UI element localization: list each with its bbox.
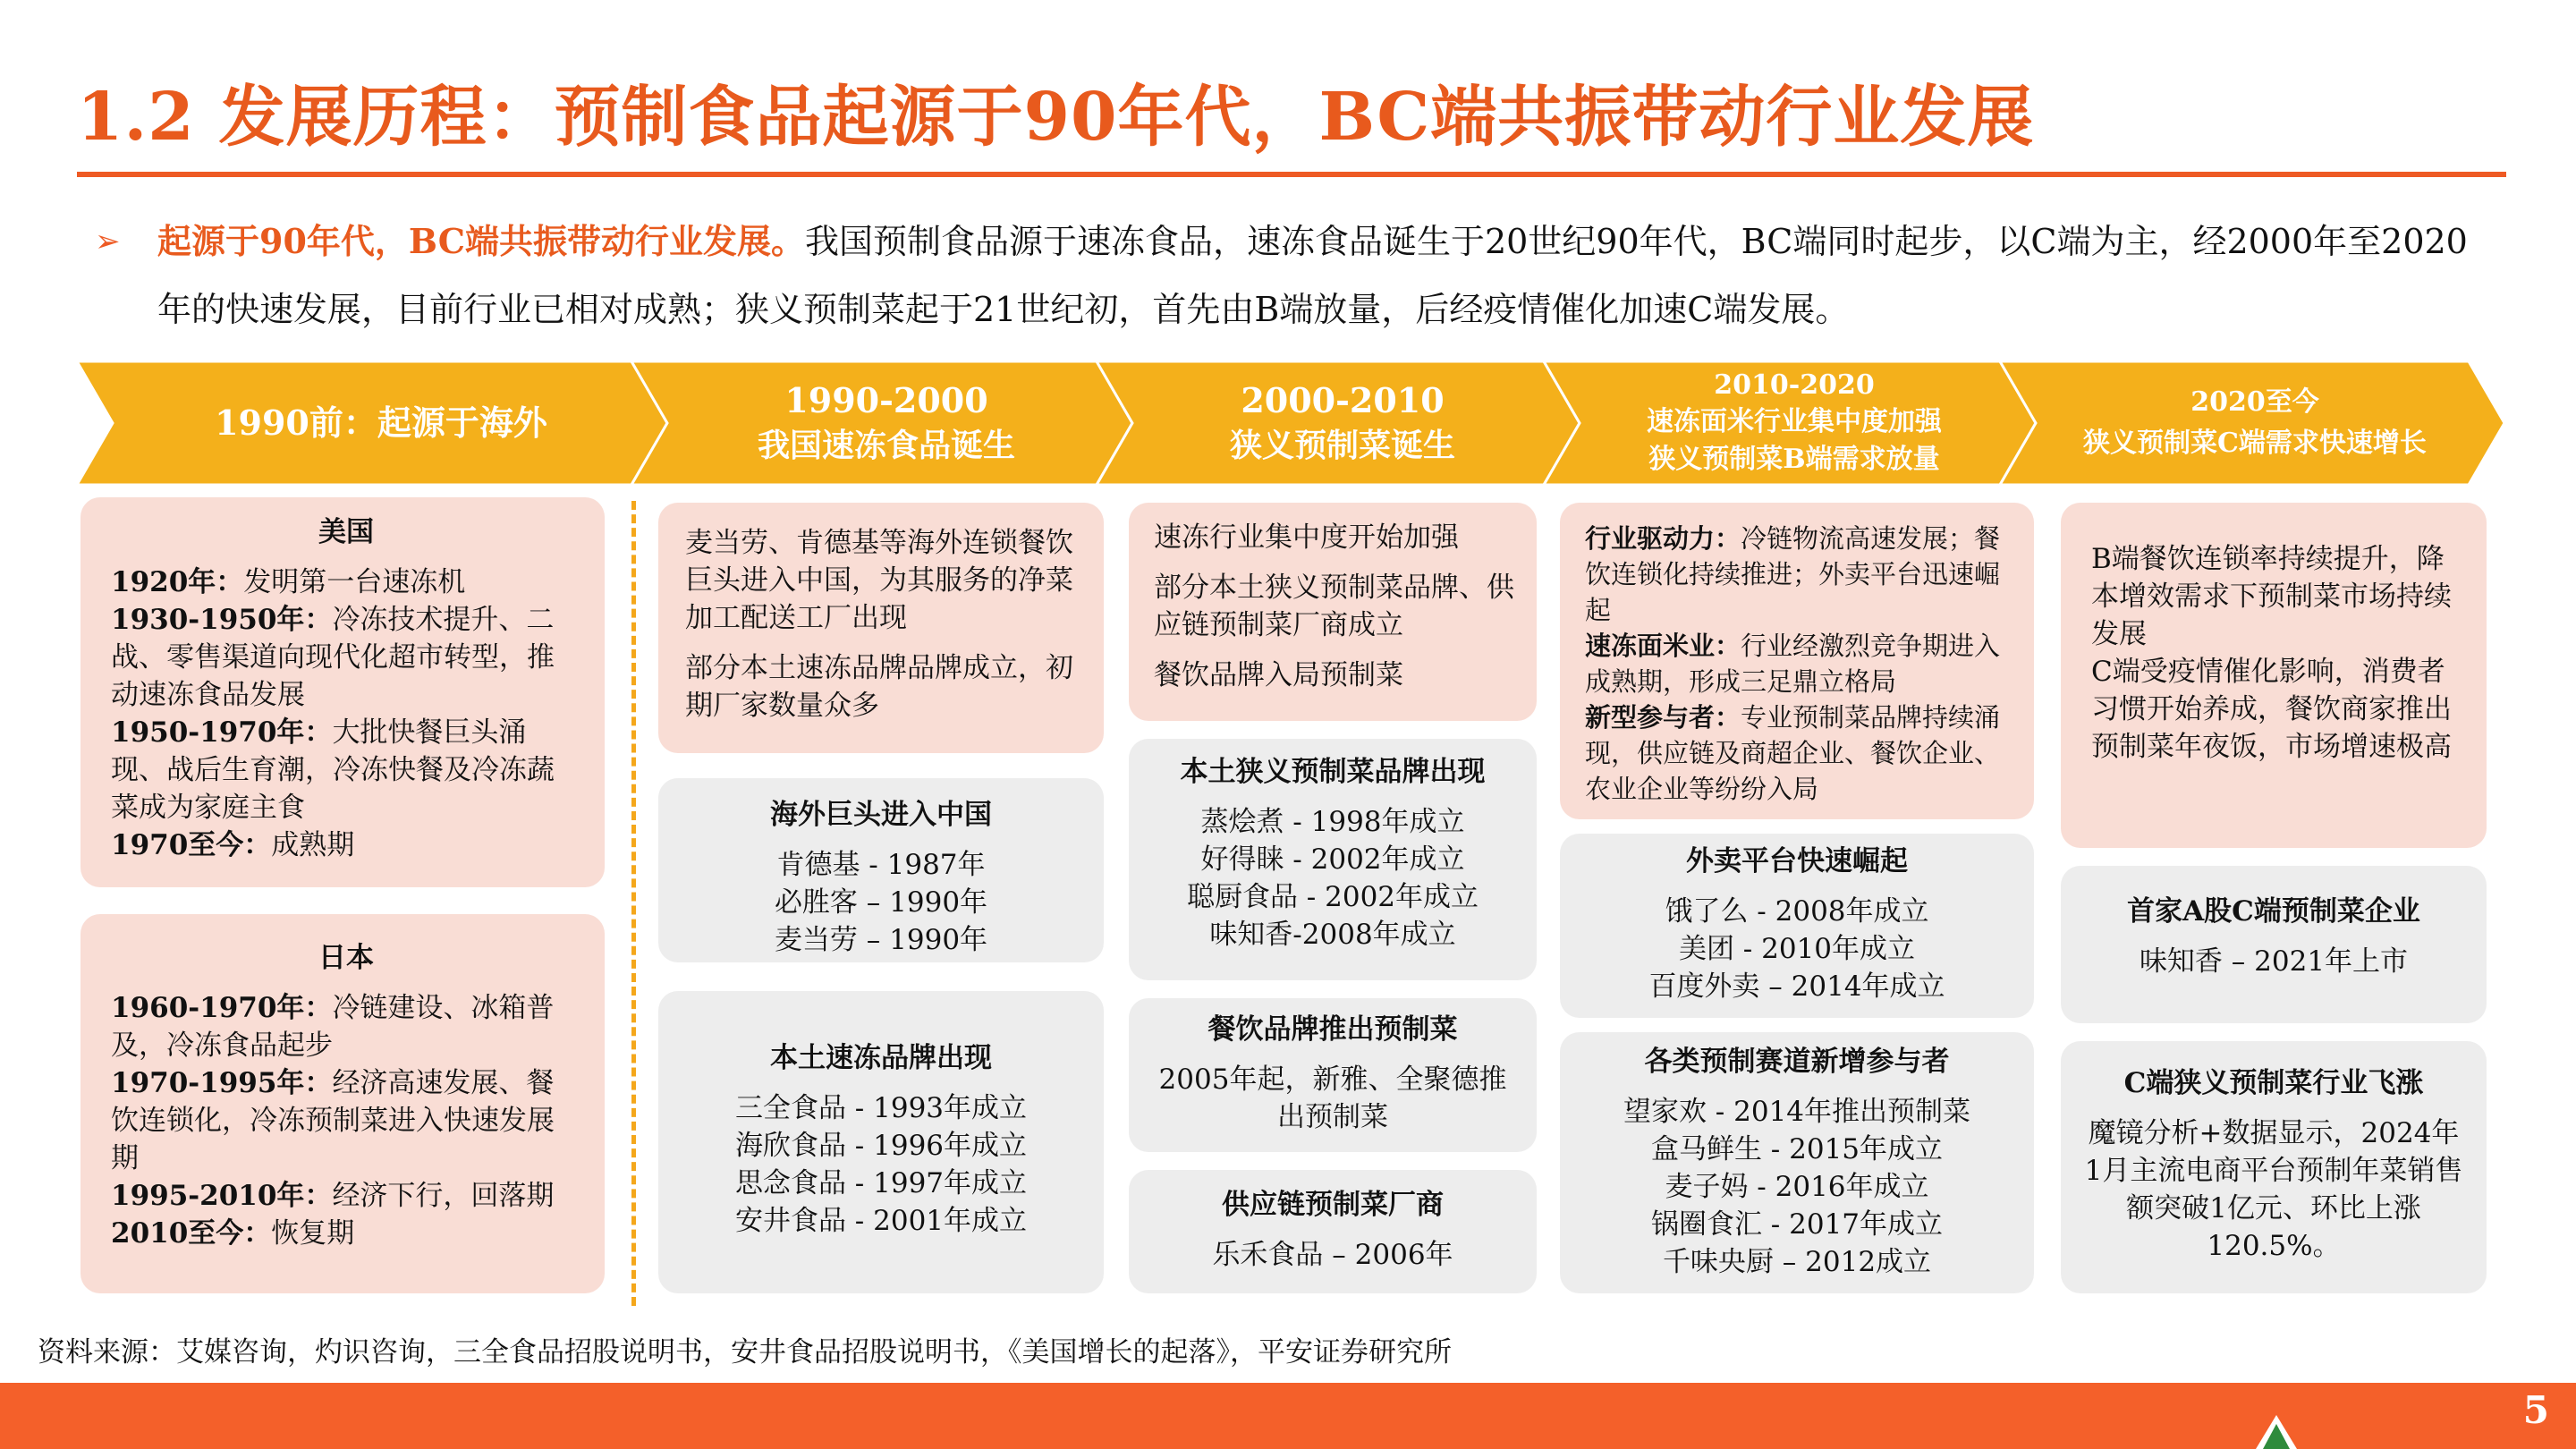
stage-years: 2010-2020 <box>1714 369 1875 401</box>
stage-label: 狭义预制菜C端需求快速增长 <box>2083 428 2427 459</box>
stage-2010-2020 <box>1580 361 2009 485</box>
summary-text: 餐饮品牌入局预制菜 <box>1154 659 1403 691</box>
box-heading: C端狭义预制菜行业飞涨 <box>2123 1067 2424 1099</box>
summary-text: 速冻行业集中度开始加强 <box>1154 521 1459 554</box>
list-item: 百度外卖 – 2014年成立 <box>1648 970 1945 1003</box>
list-item: 聪厨食品 - 2002年成立 <box>1186 881 1479 913</box>
stage-label-2: 狭义预制菜B端需求放量 <box>1648 444 1940 475</box>
supply-chain-box <box>1129 1170 1537 1293</box>
list-item: 望家欢 - 2014年推出预制菜 <box>1623 1096 1971 1128</box>
page-title: 1.2 发展历程：预制食品起源于90年代，BC端共振带动行业发展 <box>77 79 2035 156</box>
intro-highlight: 起源于90年代，BC端共振带动行业发展。 <box>157 221 805 261</box>
stage-label: 1990前：起源于海外 <box>215 402 547 443</box>
stage-1990-2000 <box>667 361 1106 485</box>
box-heading: 首家A股C端预制菜企业 <box>2127 895 2420 928</box>
stage-years: 2000-2010 <box>1241 380 1445 420</box>
intro-text: 我国预制食品源于速冻食品，速冻食品诞生于20世纪90年代，BC端同时起步，以C端为主，经2000年至2020年的快速发展，目前行业已相对成熟；狭义预制菜起于21世纪初，首先由B端放量，后经疫情催化加速C端发展。 <box>157 222 2468 329</box>
history-item: 1970至今：成熟期 <box>111 829 355 861</box>
foreign-giants-box <box>658 778 1104 962</box>
title-divider <box>77 172 2506 177</box>
intro-paragraph <box>95 208 2501 343</box>
summary-text: C端受疫情催化影响，消费者习惯开始养成，餐饮商家推出预制菜年夜饭，市场增速极高 <box>2091 656 2452 763</box>
summary-text: B端餐饮连锁率持续提升，降本增效需求下预制菜市场持续发展 <box>2091 543 2452 650</box>
stage-2000-2010 <box>1132 361 1553 485</box>
stage-label: 狭义预制菜诞生 <box>1229 427 1455 464</box>
delivery-platforms-box <box>1560 834 2034 1018</box>
company-logo-icon <box>2254 1413 2299 1449</box>
list-item: 海欣食品 - 1996年成立 <box>734 1130 1028 1162</box>
summary-item: 行业驱动力：冷链物流高速发展；餐饮连锁化持续推进；外卖平台迅速崛起 <box>1585 523 2001 625</box>
list-item: 思念食品 - 1997年成立 <box>734 1167 1028 1199</box>
box-heading: 各类预制赛道新增参与者 <box>1644 1046 1950 1078</box>
list-item: 美团 - 2010年成立 <box>1678 933 1916 965</box>
list-item: 好得睐 - 2002年成立 <box>1200 843 1465 876</box>
stage-label: 速冻面米行业集中度加强 <box>1647 406 1942 437</box>
stage-years: 1990-2000 <box>784 380 988 420</box>
box-heading: 本土速冻品牌出现 <box>770 1042 992 1074</box>
summary-text: 部分本土速冻品牌品牌成立，初期厂家数量众多 <box>685 652 1073 722</box>
stage-years: 2020至今 <box>2190 386 2319 418</box>
box-heading: 日本 <box>318 942 374 974</box>
list-item: 味知香-2008年成立 <box>1209 919 1456 951</box>
column-divider <box>631 501 636 1306</box>
restaurant-brands-box <box>1129 998 1537 1152</box>
bullet-arrow-icon: ➢ <box>95 224 121 259</box>
history-item: 1970-1995年：经济高速发展、餐饮连锁化，冷冻预制菜进入快速发展期 <box>111 1067 555 1174</box>
summary-2020-now <box>2061 503 2487 848</box>
history-item: 1950-1970年：大批快餐巨头涌现、战后生育潮，冷冻快餐及冷冻蔬菜成为家庭主食 <box>111 716 555 824</box>
new-participants-box <box>1560 1032 2034 1293</box>
history-item: 2010至今：恢复期 <box>111 1217 355 1250</box>
list-item: 蒸烩煮 - 1998年成立 <box>1200 806 1465 838</box>
list-item: 肯德基 - 1987年 <box>776 849 986 881</box>
summary-text: 部分本土狭义预制菜品牌、供应链预制菜厂商成立 <box>1154 572 1514 641</box>
list-item: 盒马鲜生 - 2015年成立 <box>1650 1133 1944 1165</box>
first-a-share-box <box>2061 866 2487 1023</box>
summary-item: 速冻面米业：行业经激烈竞争期进入成熟期，形成三足鼎立格局 <box>1585 631 2001 697</box>
footer-bar <box>0 1383 2576 1449</box>
list-item: 三全食品 - 1993年成立 <box>734 1092 1028 1124</box>
history-item: 1960-1970年：冷链建设、冰箱普及，冷冻食品起步 <box>111 992 555 1062</box>
c-end-growth-box <box>2061 1041 2487 1293</box>
source-note: 资料来源：艾媒咨询，灼识咨询，三全食品招股说明书，安井食品招股说明书，《美国增长的起落》，平安证券研究所 <box>38 1336 1452 1368</box>
stage-2020-now <box>2036 361 2474 485</box>
list-item: 锅圈食汇 - 2017年成立 <box>1650 1208 1944 1241</box>
list-item: 安井食品 - 2001年成立 <box>734 1205 1028 1237</box>
list-item: 必胜客 – 1990年 <box>774 886 988 919</box>
summary-2010-2020 <box>1560 503 2034 819</box>
japan-history-box <box>80 914 605 1293</box>
list-item: 麦当劳 – 1990年 <box>774 924 988 956</box>
summary-text: 麦当劳、肯德基等海外连锁餐饮巨头进入中国，为其服务的净菜加工配送工厂出现 <box>685 527 1073 634</box>
page-number: 5 <box>2522 1388 2549 1432</box>
box-text: 魔镜分析+数据显示，2024年1月主流电商平台预制年菜销售额突破1亿元、环比上涨120.5%。 <box>2084 1117 2463 1262</box>
history-item: 1920年：发明第一台速冻机 <box>111 566 466 598</box>
local-frozen-brands-box <box>658 991 1104 1293</box>
list-item: 麦子妈 - 2016年成立 <box>1665 1171 1929 1203</box>
timeline-banner <box>77 361 2504 485</box>
summary-2000-2010 <box>1129 503 1537 721</box>
box-heading: 海外巨头进入中国 <box>770 799 992 831</box>
box-heading: 餐饮品牌推出预制菜 <box>1208 1013 1458 1046</box>
usa-history-box <box>80 497 605 887</box>
list-item: 饿了么 - 2008年成立 <box>1665 895 1929 928</box>
summary-1990-2000 <box>658 503 1104 753</box>
box-heading: 美国 <box>318 516 374 548</box>
local-prepared-brands-box <box>1129 739 1537 980</box>
list-item: 千味央厨 – 2012成立 <box>1662 1246 1932 1278</box>
box-heading: 供应链预制菜厂商 <box>1222 1189 1444 1221</box>
list-item: 乐禾食品 – 2006年 <box>1212 1239 1453 1271</box>
box-heading: 外卖平台快速崛起 <box>1686 845 1908 877</box>
stage-1990-before <box>122 361 640 485</box>
summary-item: 新型参与者：专业预制菜品牌持续涌现，供应链及商超企业、餐饮企业、农业企业等纷纷入局 <box>1585 702 2001 804</box>
box-text: 2005年起，新雅、全聚德推出预制菜 <box>1158 1063 1507 1133</box>
history-item: 1995-2010年：经济下行，回落期 <box>111 1180 555 1212</box>
history-item: 1930-1950年：冷冻技术提升、二战、零售渠道向现代化超市转型，推动速冻食品发展 <box>111 604 555 711</box>
list-item: 味知香 – 2021年上市 <box>2139 945 2409 978</box>
stage-label: 我国速冻食品诞生 <box>757 427 1015 464</box>
box-heading: 本土狭义预制菜品牌出现 <box>1180 756 1486 788</box>
